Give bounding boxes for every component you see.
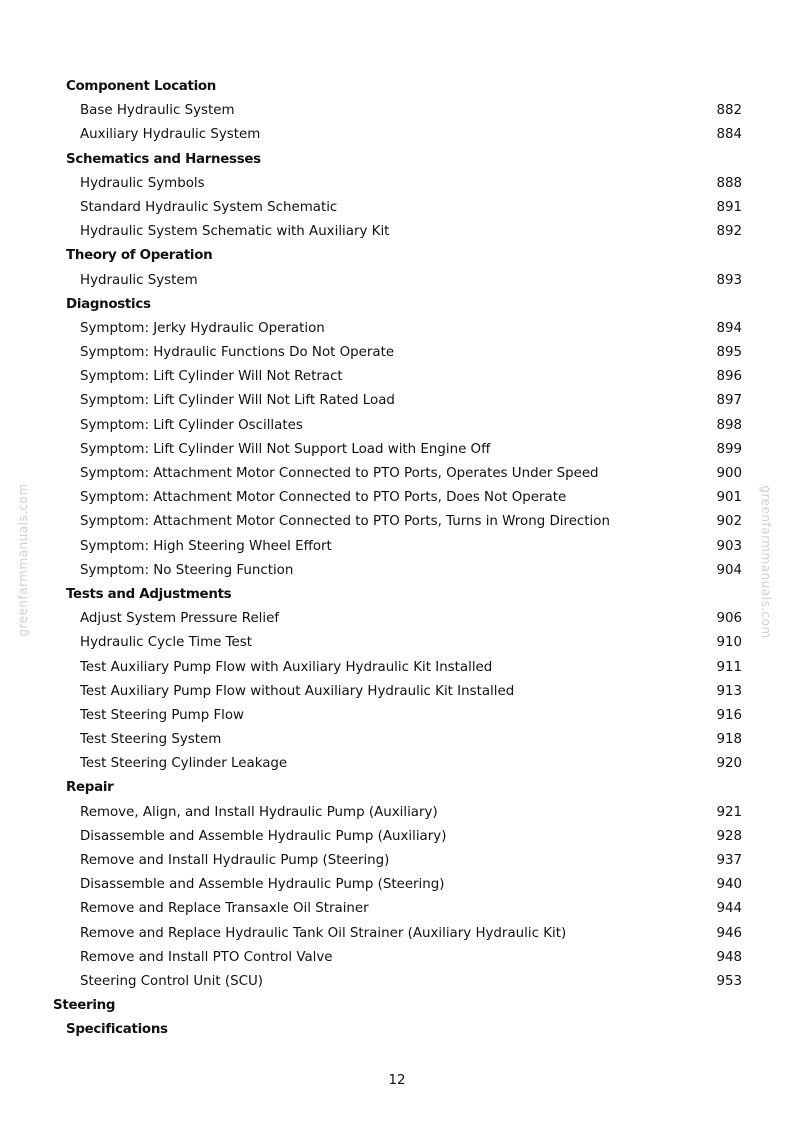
toc-entry[interactable]: [0, 317, 794, 341]
toc-entry[interactable]: [0, 486, 794, 510]
watermark-right: greenfarmmanuals.com: [759, 485, 773, 639]
toc-entry-title: Symptom: Hydraulic Functions Do Not Operate: [80, 345, 395, 361]
toc-page-number: 940: [716, 877, 742, 893]
toc-entry-title: Symptom: Attachment Motor Connected to PTO Ports, Does Not Operate: [80, 490, 567, 506]
toc-entry[interactable]: [0, 801, 794, 825]
toc-section: [0, 776, 794, 800]
toc-section: [0, 244, 794, 268]
toc-page-number: 897: [716, 393, 742, 409]
toc-entry[interactable]: [0, 535, 794, 559]
toc-entry[interactable]: [0, 389, 794, 413]
toc-entry[interactable]: [0, 946, 794, 970]
toc-page-number: 906: [716, 611, 742, 627]
toc-page-number: 928: [716, 828, 742, 844]
toc-entry-title: Hydraulic Cycle Time Test: [80, 635, 252, 651]
toc-page-number: 910: [716, 635, 742, 651]
toc-page-number: 921: [716, 804, 742, 820]
toc-section: [0, 148, 794, 172]
toc-entry-title: Symptom: High Steering Wheel Effort: [80, 538, 332, 554]
toc-entry-title: Base Hydraulic System: [80, 103, 235, 119]
toc-entry[interactable]: [0, 922, 794, 946]
toc-page-number: 893: [716, 272, 742, 288]
toc-entry-title: Test Steering Pump Flow: [80, 707, 245, 723]
toc-page-number: 946: [716, 925, 742, 941]
watermark-left: greenfarmmanuals.com: [16, 483, 30, 637]
toc-entry[interactable]: [0, 607, 794, 631]
toc-entry[interactable]: [0, 704, 794, 728]
toc-page-number: 894: [716, 320, 742, 336]
toc-entry-title: Standard Hydraulic System Schematic: [80, 199, 338, 215]
toc-section-title: Diagnostics: [66, 296, 151, 312]
toc-entry[interactable]: [0, 897, 794, 921]
toc-entry[interactable]: [0, 414, 794, 438]
toc-page-number: 899: [716, 441, 742, 457]
toc-entry-title: Remove and Replace Hydraulic Tank Oil Strainer (Auxiliary Hydraulic Kit): [80, 925, 567, 941]
toc-chapter: [0, 994, 794, 1018]
toc-entry-title: Remove and Install Hydraulic Pump (Steering): [80, 853, 390, 868]
toc-entry[interactable]: [0, 462, 794, 486]
toc-entry-title: Symptom: Lift Cylinder Will Not Lift Rated Load: [80, 393, 395, 409]
toc-entry[interactable]: [0, 365, 794, 389]
toc-entry-title: Remove, Align, and Install Hydraulic Pump (Auxiliary): [80, 804, 438, 820]
toc-chapter-title: Steering: [53, 998, 116, 1014]
toc-section: [0, 75, 794, 99]
toc-entry[interactable]: [0, 631, 794, 655]
toc-entry[interactable]: [0, 873, 794, 897]
toc-entry-title: Symptom: No Steering Function: [80, 562, 294, 578]
toc-section: [0, 293, 794, 317]
toc-page-number: 900: [716, 466, 742, 481]
toc-entry[interactable]: [0, 438, 794, 462]
toc-entry-title: Symptom: Attachment Motor Connected to PTO Ports, Turns in Wrong Direction: [80, 514, 610, 530]
toc-page-number: 913: [716, 683, 742, 699]
toc-section-title: Schematics and Harnesses: [66, 151, 261, 167]
toc-page-number: 896: [716, 369, 742, 385]
toc-page-number: 903: [716, 538, 742, 554]
toc-section-title: Repair: [66, 780, 114, 796]
toc-entry[interactable]: [0, 172, 794, 196]
toc-entry-title: Test Steering System: [80, 732, 222, 748]
toc-page-number: 948: [716, 949, 742, 965]
toc-page-number: 884: [716, 127, 742, 143]
toc-page-number: 891: [716, 199, 742, 215]
toc-page-number: 892: [716, 224, 742, 240]
toc-page-number: 902: [716, 514, 742, 530]
toc-entry[interactable]: [0, 196, 794, 220]
toc-page-number: 916: [716, 707, 742, 723]
toc-entry-title: Symptom: Lift Cylinder Will Not Retract: [80, 369, 343, 385]
toc-entry-title: Test Auxiliary Pump Flow without Auxiliary Hydraulic Kit Installed: [80, 683, 515, 699]
toc-entry-title: Remove and Install PTO Control Valve: [80, 949, 333, 965]
toc-entry[interactable]: [0, 510, 794, 534]
toc-entry[interactable]: [0, 849, 794, 873]
toc-entry[interactable]: [0, 728, 794, 752]
toc-entry-title: Symptom: Attachment Motor Connected to PTO Ports, Operates Under Speed: [80, 466, 599, 481]
toc-entry[interactable]: [0, 970, 794, 994]
toc-entry[interactable]: [0, 123, 794, 147]
toc-entry-title: Disassemble and Assemble Hydraulic Pump (Auxiliary): [80, 828, 447, 844]
toc-entry[interactable]: [0, 269, 794, 293]
toc-section: [0, 1018, 794, 1042]
toc-entry-title: Hydraulic System Schematic with Auxiliary Kit: [80, 224, 390, 240]
toc-entry[interactable]: [0, 99, 794, 123]
toc-page-number: 904: [716, 562, 742, 578]
toc-page-number: 882: [716, 103, 742, 119]
toc-entry[interactable]: [0, 220, 794, 244]
toc-entry-title: Adjust System Pressure Relief: [80, 611, 280, 627]
toc-page-number: 911: [716, 659, 742, 675]
toc-entry-title: Hydraulic Symbols: [80, 175, 205, 191]
toc-section-title: Tests and Adjustments: [66, 586, 232, 602]
toc-entry-title: Remove and Replace Transaxle Oil Strainer: [80, 901, 369, 917]
toc-entry[interactable]: [0, 559, 794, 583]
toc-entry[interactable]: [0, 752, 794, 776]
toc-section-title: Specifications: [66, 1022, 168, 1038]
toc-entry-title: Steering Control Unit (SCU): [80, 973, 263, 989]
toc-page-number: 901: [716, 490, 742, 506]
toc-entry-title: Test Auxiliary Pump Flow with Auxiliary Hydraulic Kit Installed: [80, 659, 493, 675]
toc-section-title: Theory of Operation: [66, 248, 213, 264]
toc-page-number: 937: [716, 853, 742, 868]
toc-entry-title: Symptom: Jerky Hydraulic Operation: [80, 320, 325, 336]
toc-entry[interactable]: [0, 680, 794, 704]
toc-entry[interactable]: [0, 341, 794, 365]
table-of-contents: [0, 75, 794, 1043]
toc-entry[interactable]: [0, 656, 794, 680]
toc-page-number: 898: [716, 417, 742, 433]
toc-entry-title: Disassemble and Assemble Hydraulic Pump (Steering): [80, 877, 445, 893]
toc-page-number: 944: [716, 901, 742, 917]
toc-entry-title: Hydraulic System: [80, 272, 198, 288]
toc-section: [0, 583, 794, 607]
toc-page-number: 920: [716, 756, 742, 772]
toc-section-title: Component Location: [66, 79, 217, 94]
toc-entry-title: Test Steering Cylinder Leakage: [80, 756, 288, 772]
toc-page-number: 895: [716, 345, 742, 361]
page-number: 12: [388, 1073, 406, 1088]
toc-entry[interactable]: [0, 825, 794, 849]
toc-entry-title: Symptom: Lift Cylinder Oscillates: [80, 417, 303, 433]
toc-entry-title: Auxiliary Hydraulic System: [80, 127, 261, 143]
toc-page-number: 888: [716, 175, 742, 191]
toc-page-number: 953: [716, 973, 742, 989]
toc-entry-title: Symptom: Lift Cylinder Will Not Support Load with Engine Off: [80, 441, 491, 457]
toc-page-number: 918: [716, 732, 742, 748]
